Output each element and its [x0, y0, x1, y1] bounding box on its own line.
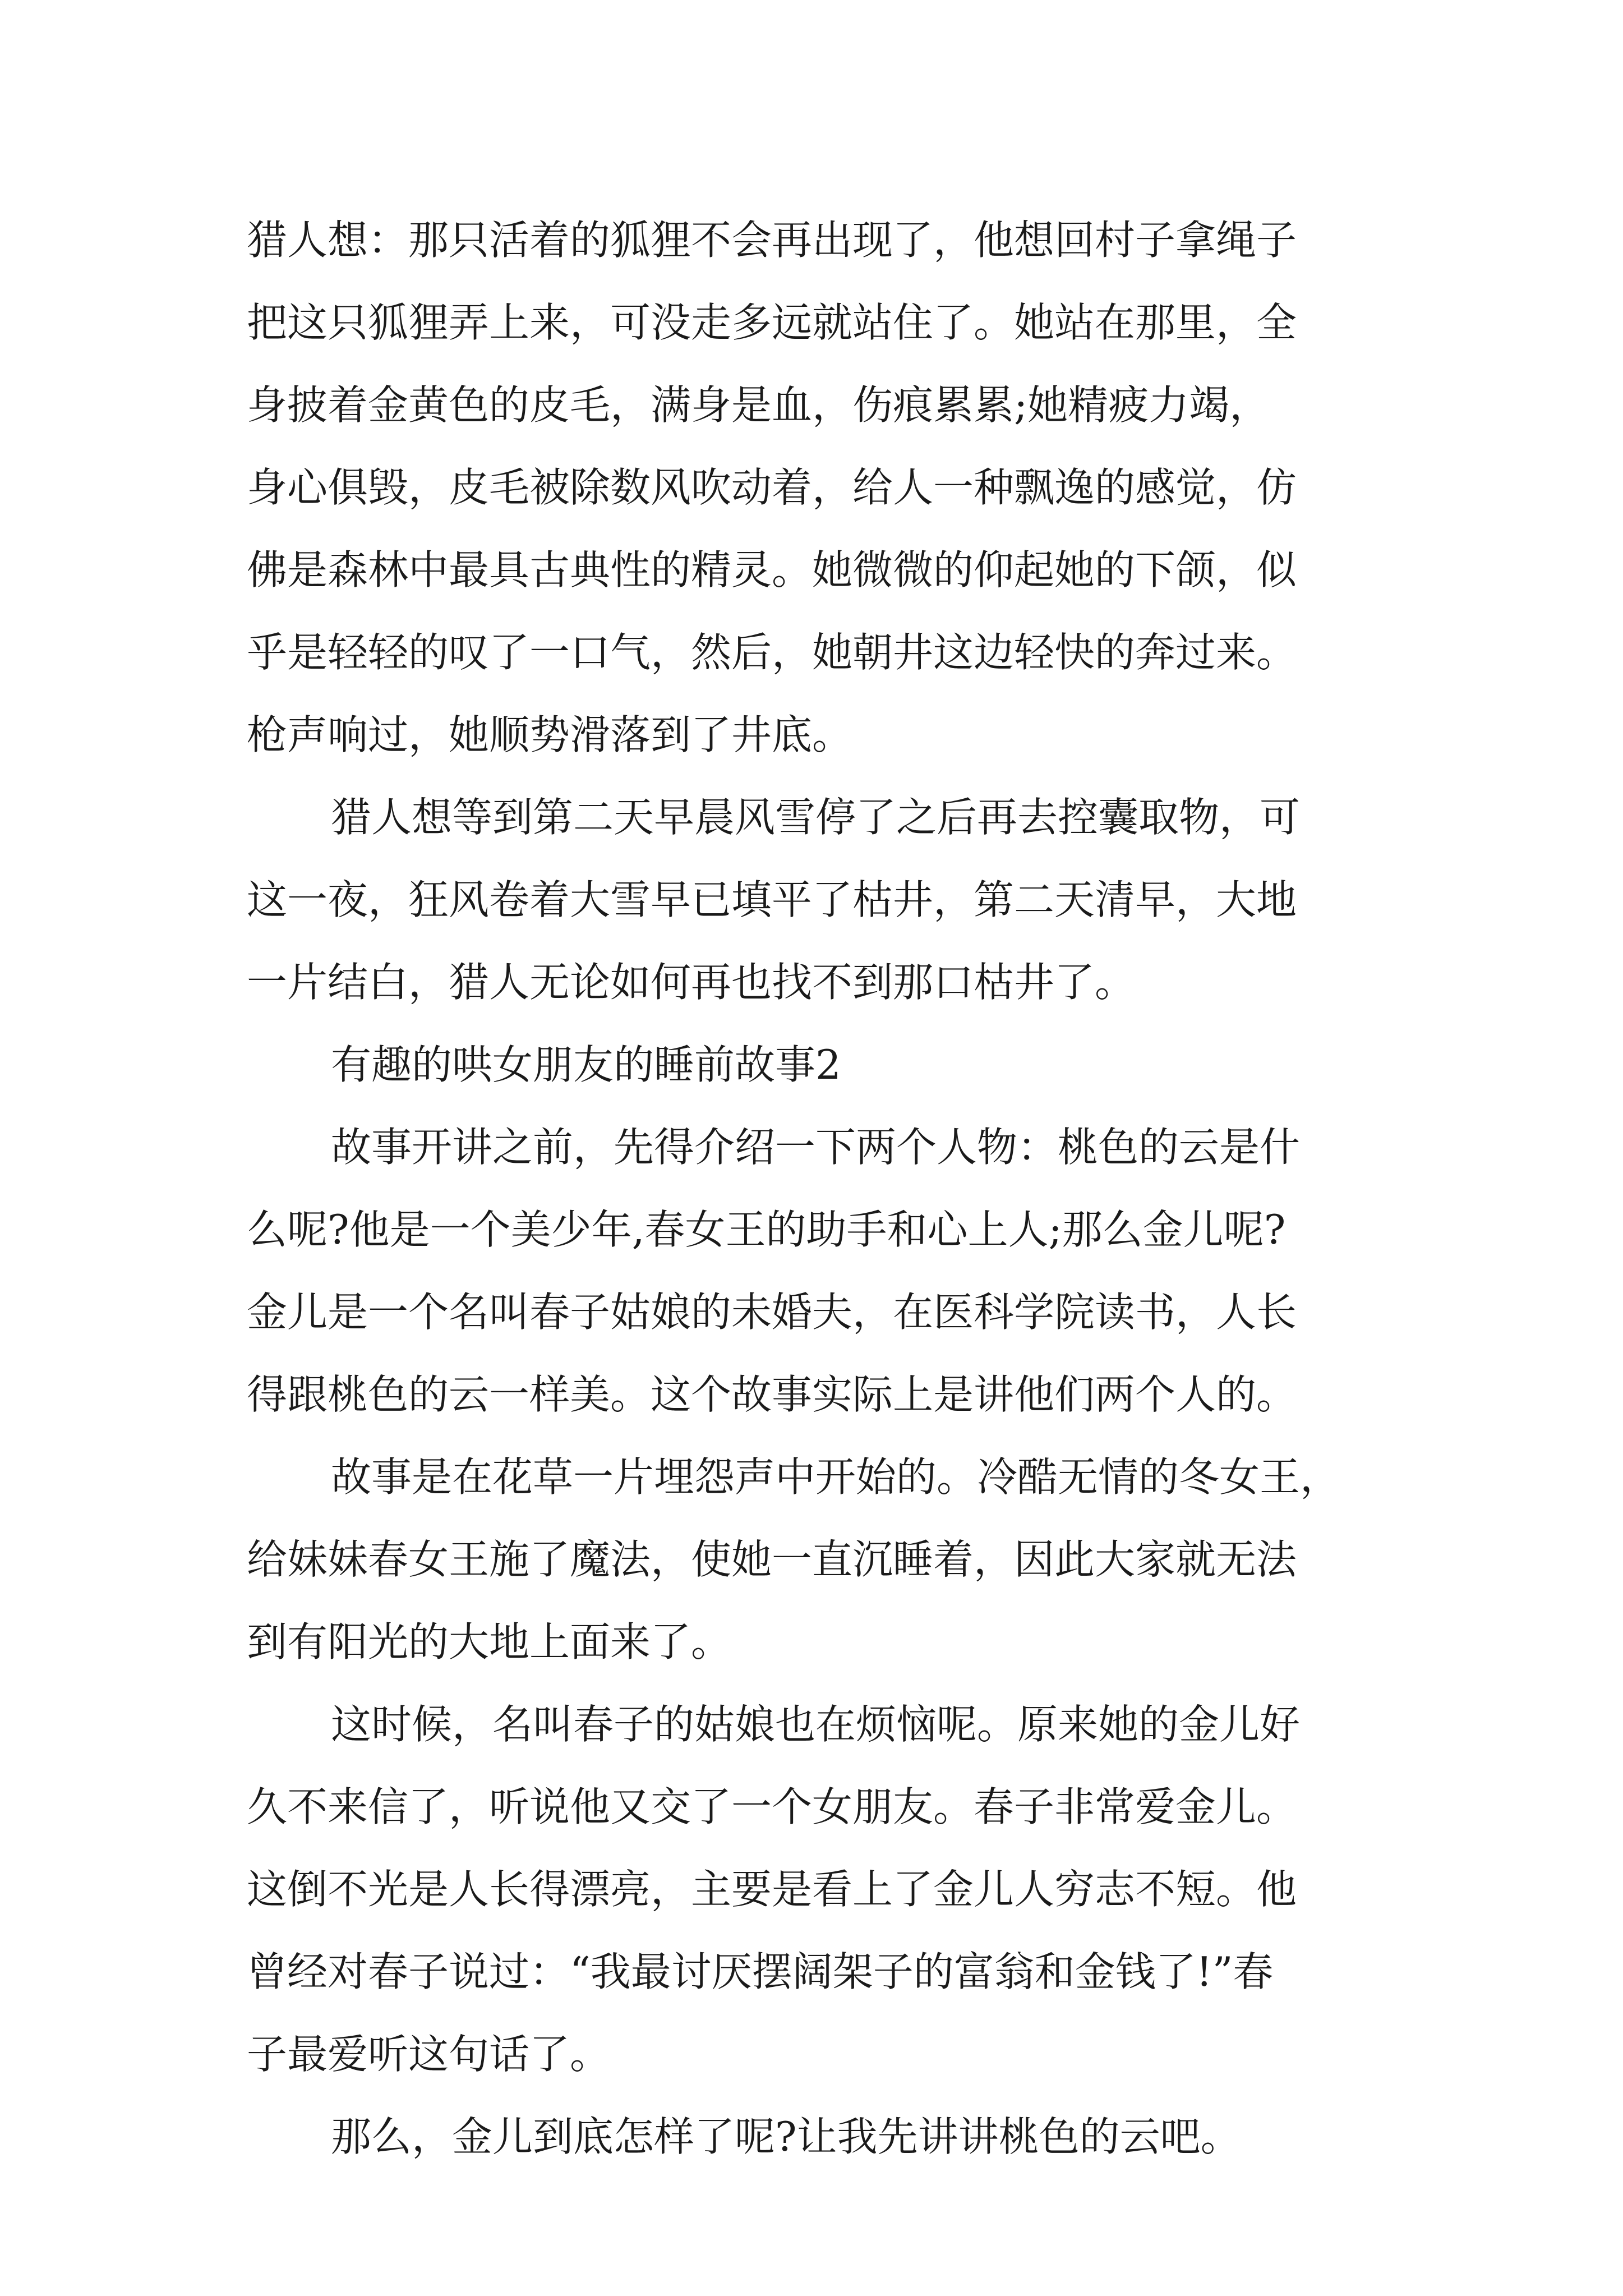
text-line: 这一夜，狂风卷着大雪早已填平了枯井，第二天清早，大地 — [247, 876, 1297, 923]
text-line: 枪声响过，她顺势滑落到了井底。 — [247, 711, 853, 758]
text-line: 乎是轻轻的叹了一口气，然后，她朝井这边轻快的奔过来。 — [247, 629, 1297, 676]
text-line: 身披着金黄色的皮毛，满身是血，伤痕累累;她精疲力竭， — [247, 381, 1270, 429]
text-line: 佛是森林中最具古典性的精灵。她微微的仰起她的下颌，似 — [247, 546, 1297, 593]
text-line: 么呢?他是一个美少年,春女王的助手和心上人;那么金儿呢? — [247, 1206, 1286, 1253]
text-line: 到有阳光的大地上面来了。 — [247, 1618, 732, 1665]
text-line: 猎人想等到第二天早晨风雪停了之后再去控囊取物，可 — [331, 794, 1301, 841]
text-line: 金儿是一个名叫春子姑娘的未婚夫，在医科学院读书，人长 — [247, 1289, 1297, 1336]
text-line: 故事开讲之前，先得介绍一下两个人物：桃色的云是什 — [331, 1124, 1301, 1171]
text-line: 故事是在花草一片埋怨声中开始的。冷酷无情的冬女王， — [331, 1453, 1341, 1501]
text-line: 这时候，名叫春子的姑娘也在烦恼呢。原来她的金儿好 — [331, 1701, 1301, 1748]
text-line: 猎人想：那只活着的狐狸不会再出现了，他想回村子拿绳子 — [247, 217, 1297, 264]
text-line: 给妹妹春女王施了魔法，使她一直沉睡着，因此大家就无法 — [247, 1536, 1297, 1583]
section-heading: 有趣的哄女朋友的睡前故事2 — [331, 1041, 841, 1088]
text-line: 一片结白，猎人无论如何再也找不到那口枯井了。 — [247, 959, 1136, 1006]
text-line: 把这只狐狸弄上来，可没走多远就站住了。她站在那里，全 — [247, 299, 1297, 346]
text-line: 得跟桃色的云一样美。这个故事实际上是讲他们两个人的。 — [247, 1371, 1297, 1418]
text-line: 曾经对春子说过：“我最讨厌摆阔架子的富翁和金钱了!”春 — [247, 1948, 1274, 1995]
text-line: 久不来信了，听说他又交了一个女朋友。春子非常爱金儿。 — [247, 1783, 1297, 1830]
text-line: 子最爱听这句话了。 — [247, 2031, 611, 2078]
text-line: 那么，金儿到底怎样了呢?让我先讲讲桃色的云吧。 — [331, 2113, 1241, 2160]
text-line: 这倒不光是人长得漂亮，主要是看上了金儿人穷志不短。他 — [247, 1866, 1297, 1913]
text-line: 身心俱毁，皮毛被除数风吹动着，给人一种飘逸的感觉，仿 — [247, 464, 1297, 511]
